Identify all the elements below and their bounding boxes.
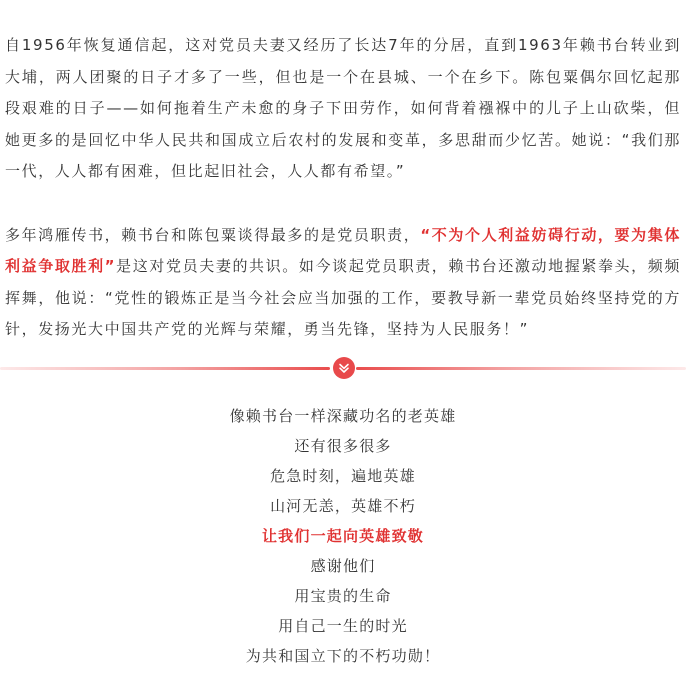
section-divider: [0, 356, 686, 380]
paragraph-party-duty: [0, 220, 686, 346]
paragraph-party-duty-intro: 多年鸿雁传书，赖书台和陈包粟谈得最多的是党员职责，: [5, 225, 421, 244]
party-motto-quote: “不为个人利益妨碍行动，要为集体利益争取胜利”: [5, 225, 681, 275]
chevron-down-icon: [333, 357, 355, 379]
poem-line: 感谢他们: [310, 556, 376, 575]
poem-line: 还有很多很多: [294, 436, 392, 455]
poem-line: 为共和国立下的不朽功勋！: [245, 646, 441, 665]
divider-line-left: [0, 367, 330, 370]
divider-line-right: [356, 367, 686, 370]
paragraph-party-duty-rest: 是这对党员夫妻的共识。如今谈起党员职责，赖书台还激动地握紧拳头，频频挥舞，他说：“党性的锻炼正是当今社会应当加强的工作，要教导新一辈党员始终坚持党的方针，发扬光大中国共产党的光辉与荣耀，勇当先锋，坚持为人民服务！”: [5, 257, 681, 338]
paragraph-reunion: 自1956年恢复通信起，这对党员夫妻又经历了长达7年的分居，直到1963年赖书台转业到大埔，两人团聚的日子才多了一些，但也是一个在县城、一个在乡下。陈包粟偶尔回忆起那段艰难的日子——如何拖着生产未愈的身子下田劳作，如何背着襁褓中的儿子上山砍柴，但她更多的是回忆中华人民共和国成立后农村的发展和变革，多思甜而少忆苦。她说：“我们那一代，人人都有困难，但比起旧社会，人人都有希望。”: [5, 36, 681, 180]
poem-line: 用自己一生的时光: [278, 616, 408, 635]
poem-line: 像赖书台一样深藏功名的老英雄: [229, 406, 457, 425]
poem-line: 危急时刻，遍地英雄: [270, 466, 416, 485]
poem-line: 山河无恙，英雄不朽: [270, 496, 416, 515]
poem-line-highlight: 让我们一起向英雄致敬: [261, 526, 424, 545]
poem-line: 用宝贵的生命: [294, 586, 392, 605]
tribute-poem: [0, 401, 686, 671]
